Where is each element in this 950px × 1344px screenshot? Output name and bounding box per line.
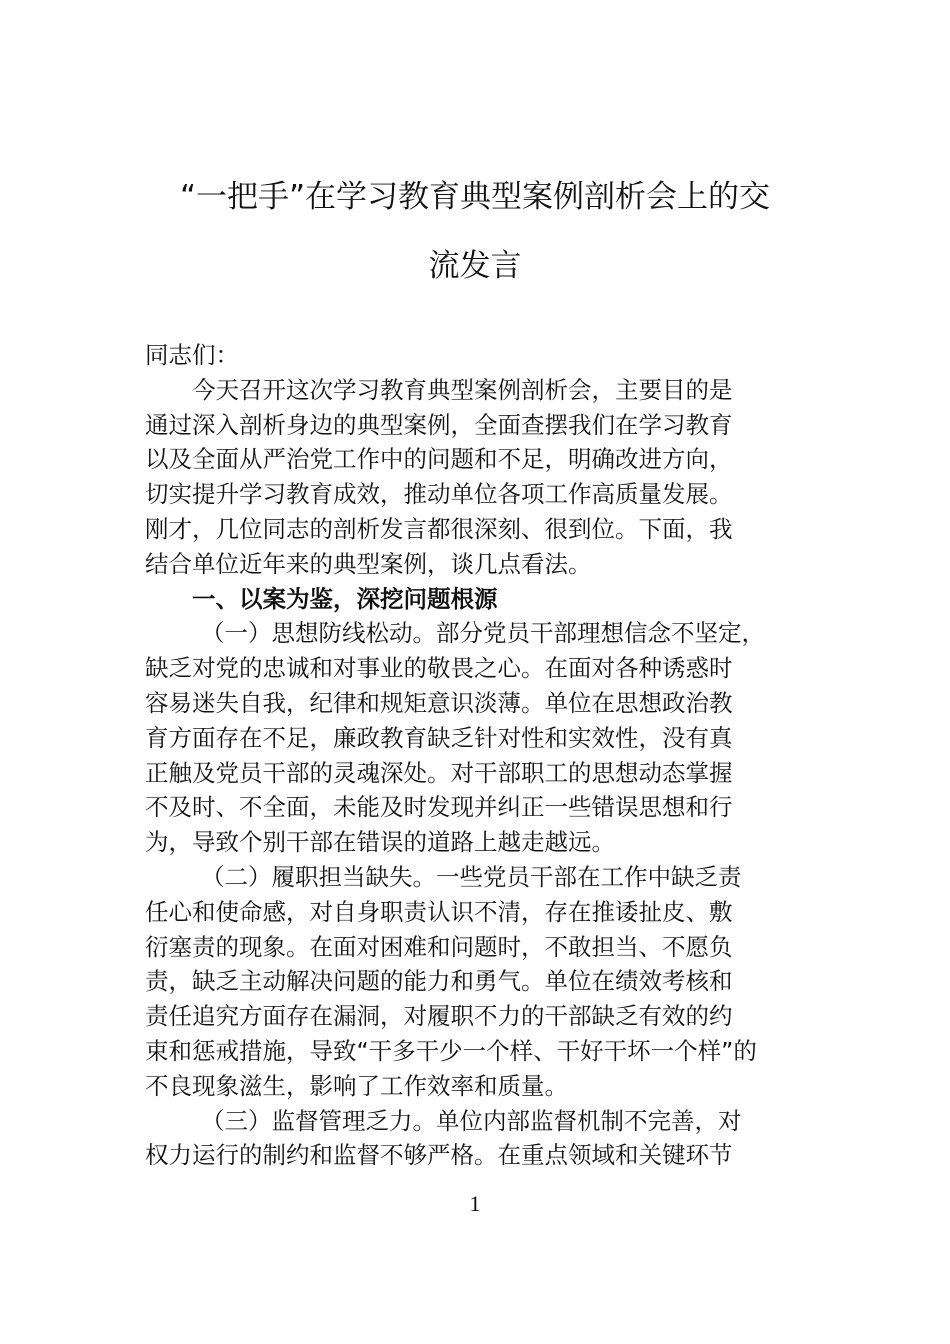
paragraph-line: 正触及党员干部的灵魂深处。对干部职工的思想动态掌握 bbox=[145, 758, 733, 787]
paragraph-line: 任心和使命感，对自身职责认识不清，存在推诿扯皮、敷 bbox=[145, 897, 733, 926]
paragraph-line: 通过深入剖析身边的典型案例，全面查摆我们在学习教育 bbox=[145, 410, 733, 439]
document-title-line-1: “一把手”在学习教育典型案例剖析会上的交 bbox=[179, 179, 771, 215]
section-heading: 一、以案为鉴，深挖问题根源 bbox=[192, 584, 498, 613]
paragraph-line: 权力运行的制约和监督不够严格。在重点领域和关键环节 bbox=[145, 1141, 733, 1170]
paragraph-line: 不及时、不全面，未能及时发现并纠正一些错误思想和行 bbox=[145, 793, 733, 822]
subsection-line: （二）履职担当缺失。一些党员干部在工作中缺乏责 bbox=[201, 862, 742, 891]
paragraph-line: 以及全面从严治党工作中的问题和不足，明确改进方向， bbox=[145, 445, 733, 474]
paragraph-line: 束和惩戒措施，导致“干多干少一个样、干好干坏一个样”的 bbox=[145, 1036, 757, 1065]
paragraph-line: 责，缺乏主动解决问题的能力和勇气。单位在绩效考核和 bbox=[145, 967, 733, 996]
paragraph-line: 结合单位近年来的典型案例，谈几点看法。 bbox=[145, 549, 592, 578]
paragraph-line: 衍塞责的现象。在面对困难和问题时，不敢担当、不愿负 bbox=[145, 932, 733, 961]
paragraph-line: 刚才，几位同志的剖析发言都很深刻、很到位。下面，我 bbox=[145, 514, 733, 543]
document-title-line-2: 流发言 bbox=[428, 248, 522, 284]
subsection-line: （一）思想防线松动。部分党员干部理想信念不坚定， bbox=[201, 619, 765, 648]
page-number: 1 bbox=[469, 1191, 481, 1216]
subsection-line: （三）监督管理乏力。单位内部监督机制不完善，对 bbox=[201, 1106, 742, 1135]
paragraph-line: 不良现象滋生，影响了工作效率和质量。 bbox=[145, 1071, 568, 1100]
paragraph-line: 缺乏对党的忠诚和对事业的敬畏之心。在面对各种诱惑时 bbox=[145, 654, 733, 683]
paragraph-line: 切实提升学习教育成效，推动单位各项工作高质量发展。 bbox=[145, 480, 733, 509]
salutation: 同志们： bbox=[145, 341, 239, 369]
paragraph-line: 育方面存在不足，廉政教育缺乏针对性和实效性，没有真 bbox=[145, 723, 733, 752]
paragraph-line: 为，导致个别干部在错误的道路上越走越远。 bbox=[145, 828, 615, 857]
paragraph-line: 今天召开这次学习教育典型案例剖析会，主要目的是 bbox=[192, 375, 733, 404]
paragraph-line: 容易迷失自我，纪律和规矩意识淡薄。单位在思想政治教 bbox=[145, 688, 733, 717]
document-body bbox=[145, 338, 807, 1173]
paragraph-line: 责任追究方面存在漏洞，对履职不力的干部缺乏有效的约 bbox=[145, 1002, 733, 1031]
